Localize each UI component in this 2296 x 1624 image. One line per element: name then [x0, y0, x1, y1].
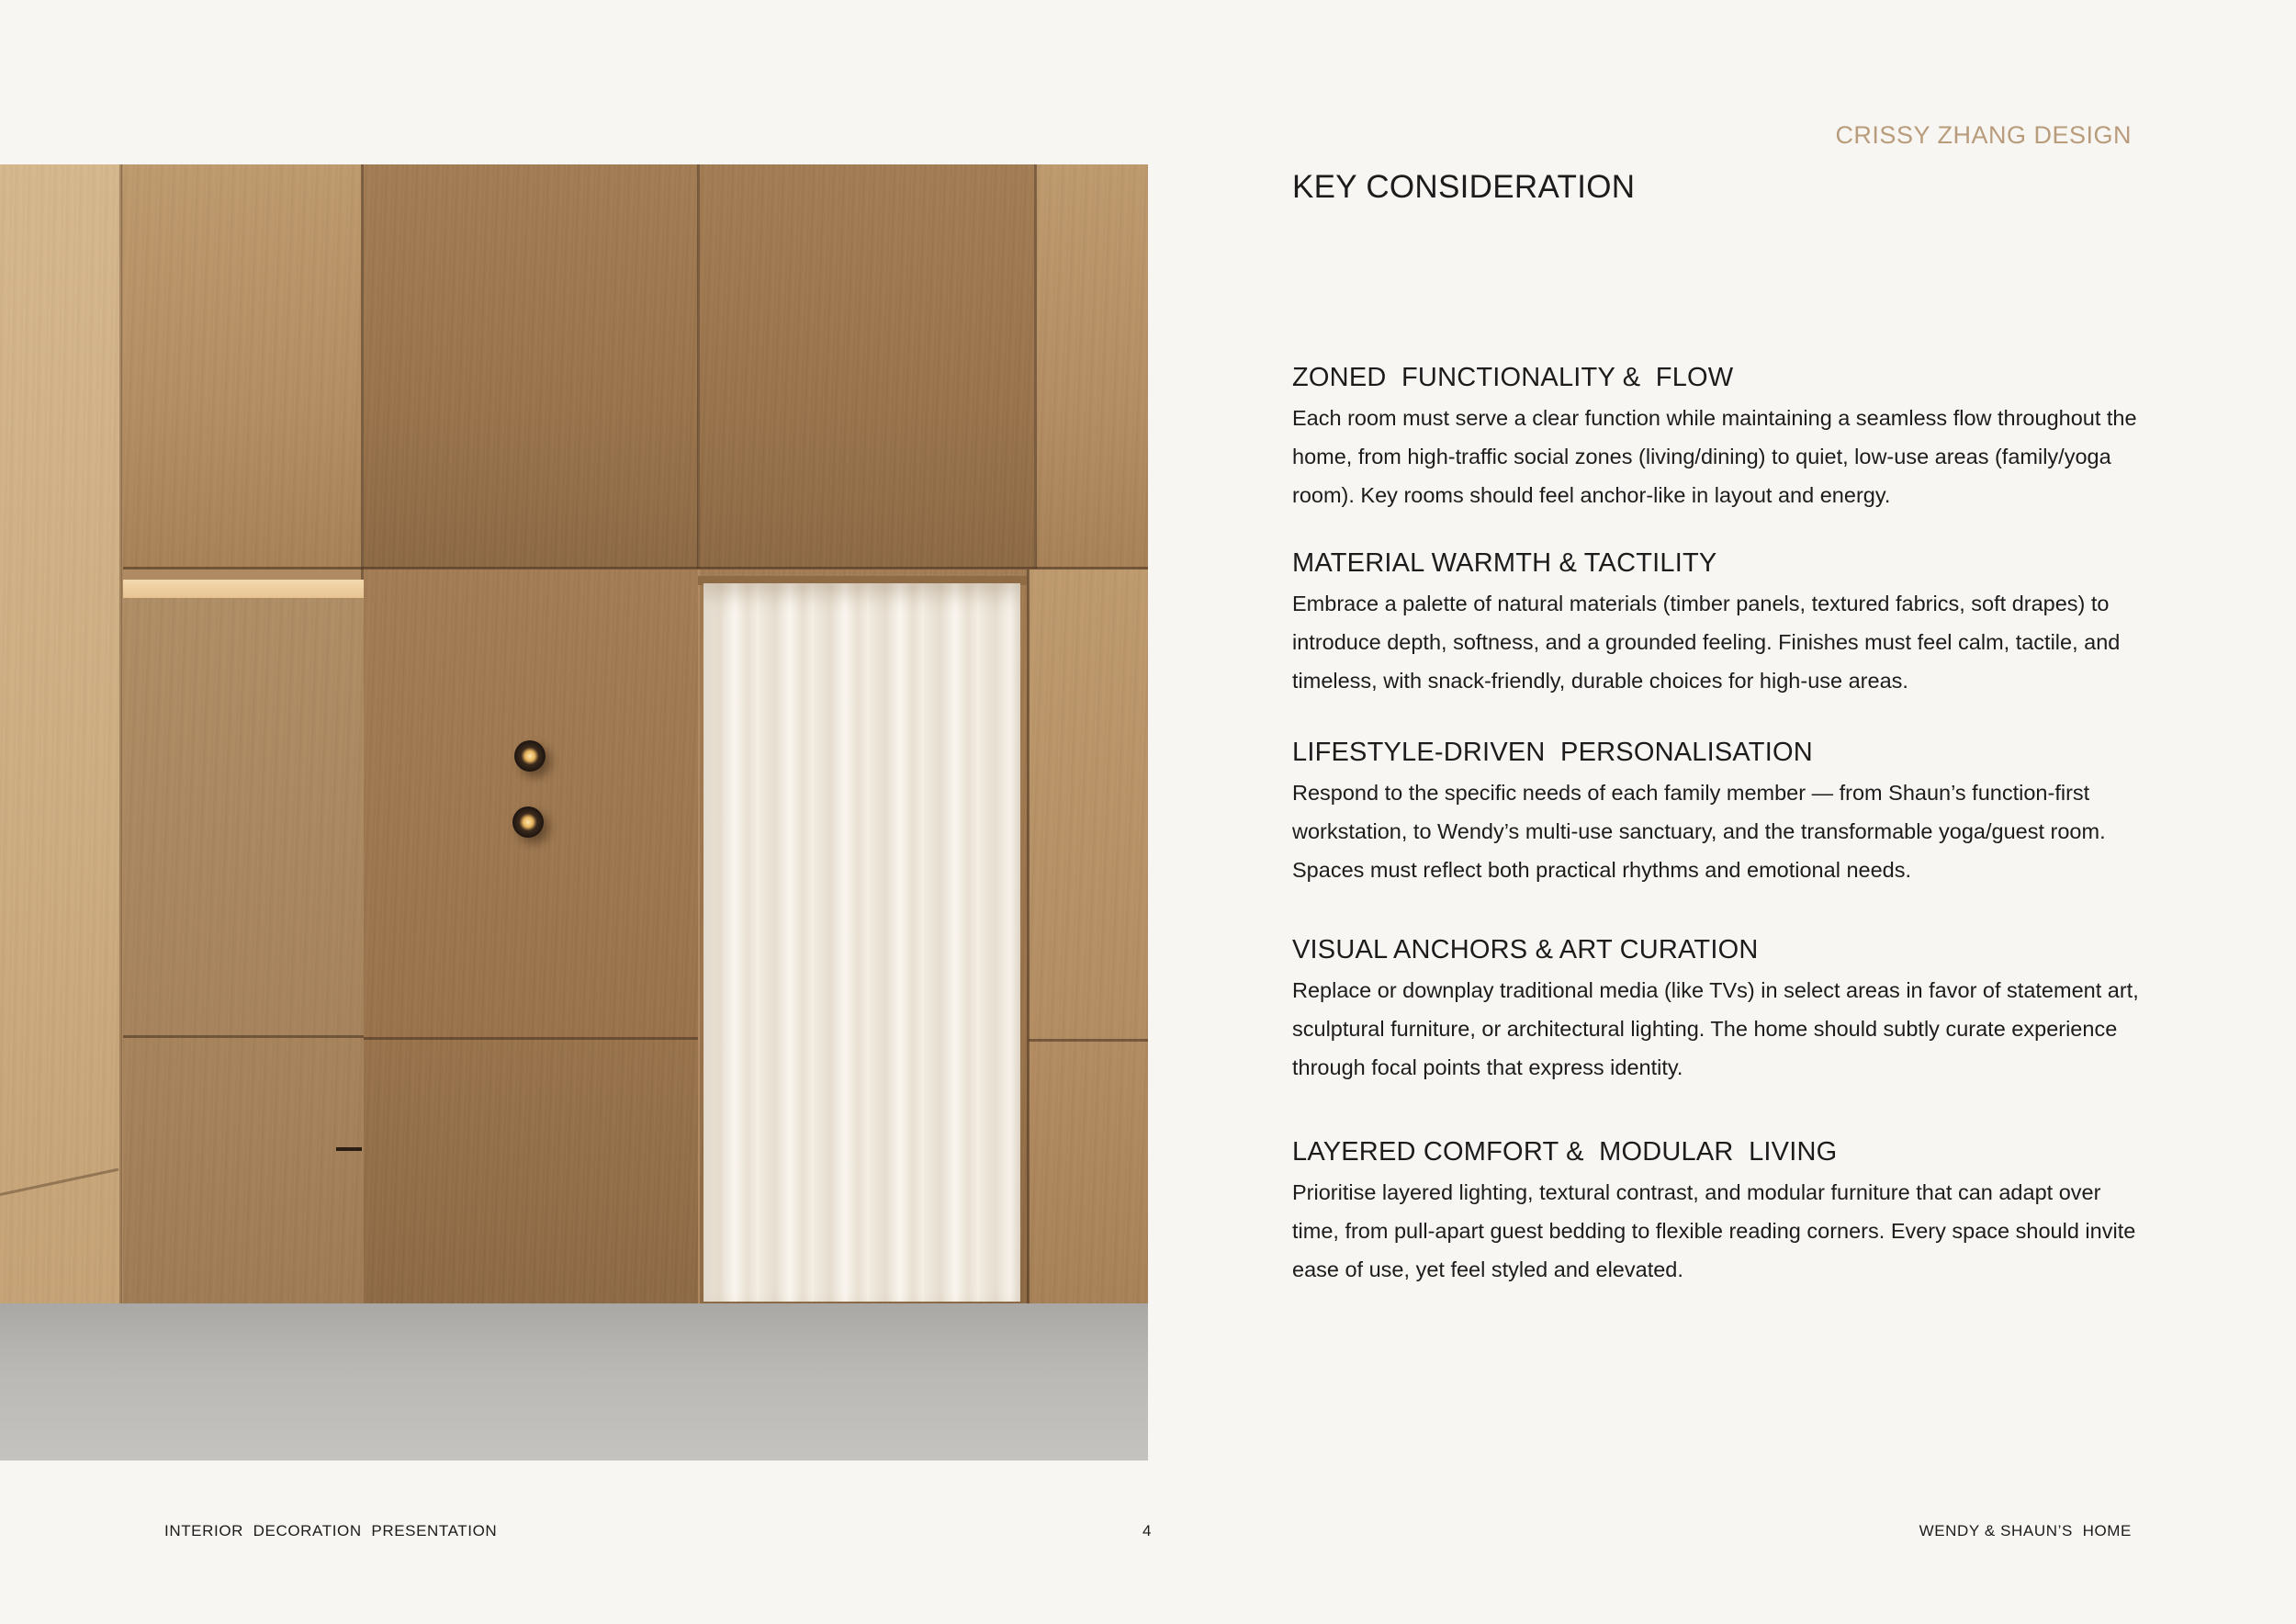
left-pale-column: [0, 164, 121, 1460]
brand-name: CRISSY ZHANG DESIGN: [1835, 121, 2132, 149]
wall-sconce-lower: [512, 806, 544, 838]
wall-sconce-upper: [514, 740, 546, 772]
section-heading: VISUAL ANCHORS & ART CURATION: [1292, 935, 1759, 964]
concrete-floor: [0, 1303, 1148, 1460]
section-body: Embrace a palette of natural materials (timber panels, textured fabrics, soft drapes) to introduce depth, softness, and a grounded feeling. Finishes must feel calm, tactile, and timeless, with snack-friendly, durable choices for high-use areas.: [1292, 592, 2121, 693]
section-body: Respond to the specific needs of each family member — from Shaun’s function-first workstation, to Wendy’s multi-use sanctuary, and the transformable yoga/guest room. Spaces must reflect both practical rhythms and emotional needs.: [1292, 781, 2106, 882]
door-handle: [336, 1147, 362, 1151]
footer-project-label: WENDY & SHAUN’S HOME: [1919, 1522, 2132, 1539]
interior-photo: [0, 164, 1148, 1460]
section-layered-comfort: [1292, 1137, 2142, 1289]
upper-panel-1: [123, 164, 362, 569]
central-panel: [364, 570, 698, 1321]
section-zoned-functionality: [1292, 363, 2142, 514]
doorway-light: [123, 580, 364, 598]
footer-presentation-label: INTERIOR DECORATION PRESENTATION: [164, 1522, 498, 1539]
section-heading: LAYERED COMFORT & MODULAR LIVING: [1292, 1137, 1838, 1167]
page-title: KEY CONSIDERATION: [1292, 169, 1636, 205]
section-material-warmth: [1292, 548, 2142, 700]
sheer-curtain: [703, 583, 1020, 1302]
page-number: 4: [1142, 1522, 1153, 1539]
section-heading: ZONED FUNCTIONALITY & FLOW: [1292, 363, 1734, 392]
section-visual-anchors: [1292, 935, 2142, 1087]
section-heading: LIFESTYLE-DRIVEN PERSONALISATION: [1292, 738, 1813, 767]
section-body: Prioritise layered lighting, textural contrast, and modular furniture that can adapt over time, from pull-apart guest bedding to flexible reading corners. Every space should invite ease of use, yet feel styled and elevated.: [1292, 1180, 2136, 1281]
upper-panel-2: [364, 164, 698, 569]
section-lifestyle-personalisation: [1292, 738, 2142, 889]
section-heading: MATERIAL WARMTH & TACTILITY: [1292, 548, 1717, 578]
right-panel: [1029, 570, 1148, 1304]
section-body: Each room must serve a clear function while maintaining a seamless flow throughout the home, from high-traffic social zones (living/dining) to quiet, low-use areas (family/yoga room). Key rooms should feel anchor-like in layout and energy.: [1292, 406, 2137, 507]
section-body: Replace or downplay traditional media (like TVs) in select areas in favor of statement art, sculptural furniture, or architectural lighting. The home should subtly curate experience through focal points that express identity.: [1292, 978, 2139, 1079]
upper-panel-4: [1036, 164, 1148, 569]
upper-panel-3: [700, 164, 1034, 569]
